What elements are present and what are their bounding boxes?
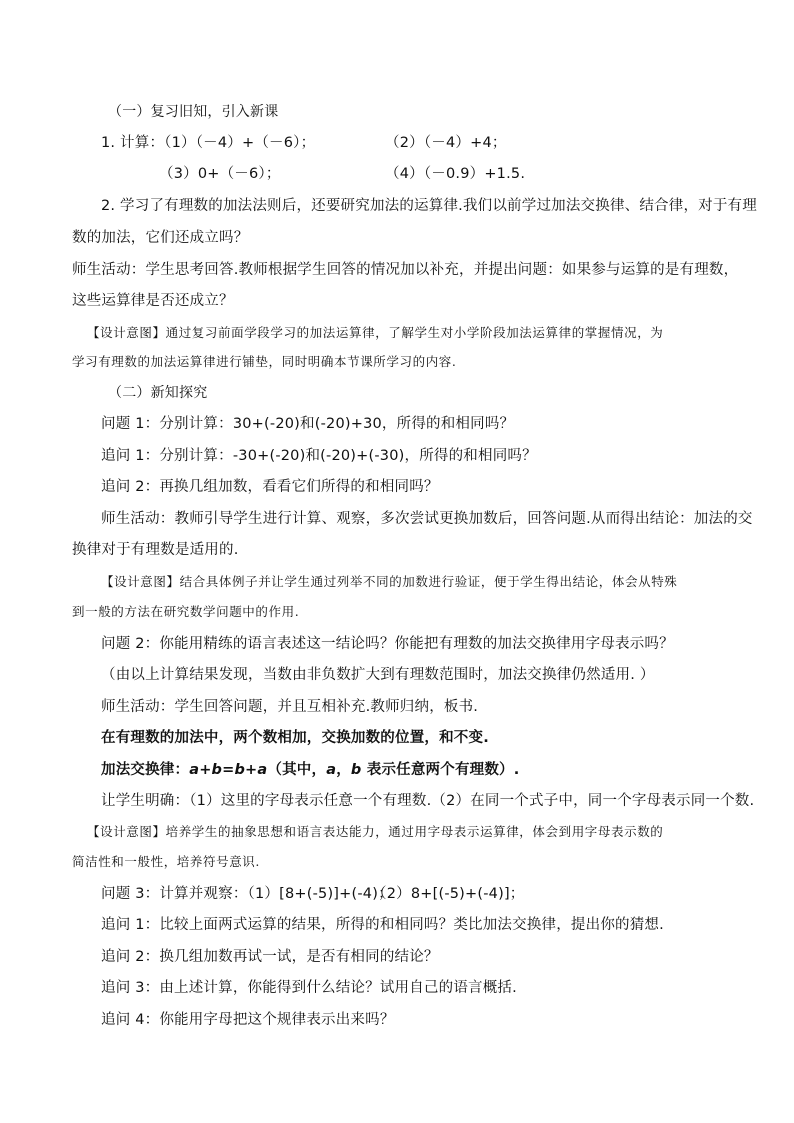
question-2-line-2: 数的加法，它们还成立吗？ [72,230,249,246]
question-1-part-d: （4）（－0.9）+1.5. [385,166,526,182]
law-formula: a+b=b+a [189,762,268,778]
commutative-rule-statement: 在有理数的加法中，两个数相加，交换加数的位置，和不变. [101,730,489,746]
problem-3-followup-3: 追问 3：由上述计算，你能得到什么结论？试用自己的语言概括. [101,980,517,996]
section-2-title: （二）新知探究 [108,385,208,401]
law-label: 加法交换律： [101,762,190,778]
law-variable-b: b [350,762,362,778]
design-intent-3-line-2: 简洁性和一般性，培养符号意识. [72,854,260,869]
design-intent-2-line-1: 【设计意图】结合具体例子并让学生通过列举不同的加数进行验证，便于学生得出结论，体会从特殊 [101,574,678,589]
activity-2-line-2: 换律对于有理数是适用的. [72,542,239,558]
problem-3-followup-4: 追问 4：你能用字母把这个规律表示出来吗？ [101,1012,395,1028]
problem-1-followup-1: 追问 1：分别计算：-30+(-20)和(-20)+(-30)，所得的和相同吗？ [101,448,537,464]
law-note-part-2: ， [336,762,351,778]
design-intent-1-line-2: 学习有理数的加法运算律进行铺垫，同时明确本节课所学习的内容. [72,354,457,369]
activity-3: 师生活动：学生回答问题，并且互相补充.教师归纳，板书. [101,699,479,715]
activity-1-line-2: 这些运算律是否还成立？ [72,293,234,309]
clarification: 让学生明确：（1）这里的字母表示任意一个有理数.（2）在同一个式子中，同一个字母表示同一个数. [101,793,755,809]
law-note-part-1: （其中， [267,762,327,778]
activity-1-line-1: 师生活动：学生思考回答.教师根据学生回答的情况加以补充，并提出问题：如果参与运算的是有理数， [72,262,739,278]
question-2-line-1: 2. 学习了有理数的加法法则后，还要研究加法的运算律.我们以前学过加法交换律、结合律，对于有理 [101,198,757,214]
problem-1-followup-2: 追问 2：再换几组加数，看看它们所得的和相同吗？ [101,479,439,495]
design-intent-3-line-1: 【设计意图】培养学生的抽象思想和语言表达能力，通过用字母表示运算律，体会到用字母表示数的 [87,824,664,839]
problem-3-part-b: （2）8+[(-5)+(-4)]； [372,886,525,902]
problem-3-followup-2: 追问 2：换几组加数再试一试，是否有相同的结论？ [101,949,439,965]
law-note-part-3: 表示任意两个有理数）. [361,762,520,778]
problem-3-part-a: 问题 3：计算并观察：（1）[8+(-5)]+(-4)； [101,886,393,902]
law-variable-a: a [326,762,337,778]
problem-2-note: （由以上计算结果发现，当数由非负数扩大到有理数范围时，加法交换律仍然适用. ） [101,667,655,683]
design-intent-1-line-1: 【设计意图】通过复习前面学段学习的加法运算律，了解学生对小学阶段加法运算律的掌握情况，为 [87,325,664,340]
question-1-part-a: 1. 计算：（1）（－4）+（－6）； [101,135,316,151]
commutative-law-line [101,760,519,780]
question-1-part-b: （2）（－4）+4； [385,135,507,151]
activity-2-line-1: 师生活动：教师引导学生进行计算、观察，多次尝试更换加数后，回答问题.从而得出结论：加法的交 [101,511,753,527]
problem-1: 问题 1：分别计算：30+(-20)和(-20)+30，所得的和相同吗？ [101,416,515,432]
question-1-part-c: （3）0+（－6）； [159,166,281,182]
problem-3-followup-1: 追问 1：比较上面两式运算的结果，所得的和相同吗？类比加法交换律，提出你的猜想. [101,917,664,933]
design-intent-2-line-2: 到一般的方法在研究数学问题中的作用. [72,604,300,619]
section-1-title: （一）复习旧知，引入新课 [108,104,279,120]
problem-2: 问题 2：你能用精练的语言表述这一结论吗？你能把有理数的加法交换律用字母表示吗？ [101,636,674,652]
